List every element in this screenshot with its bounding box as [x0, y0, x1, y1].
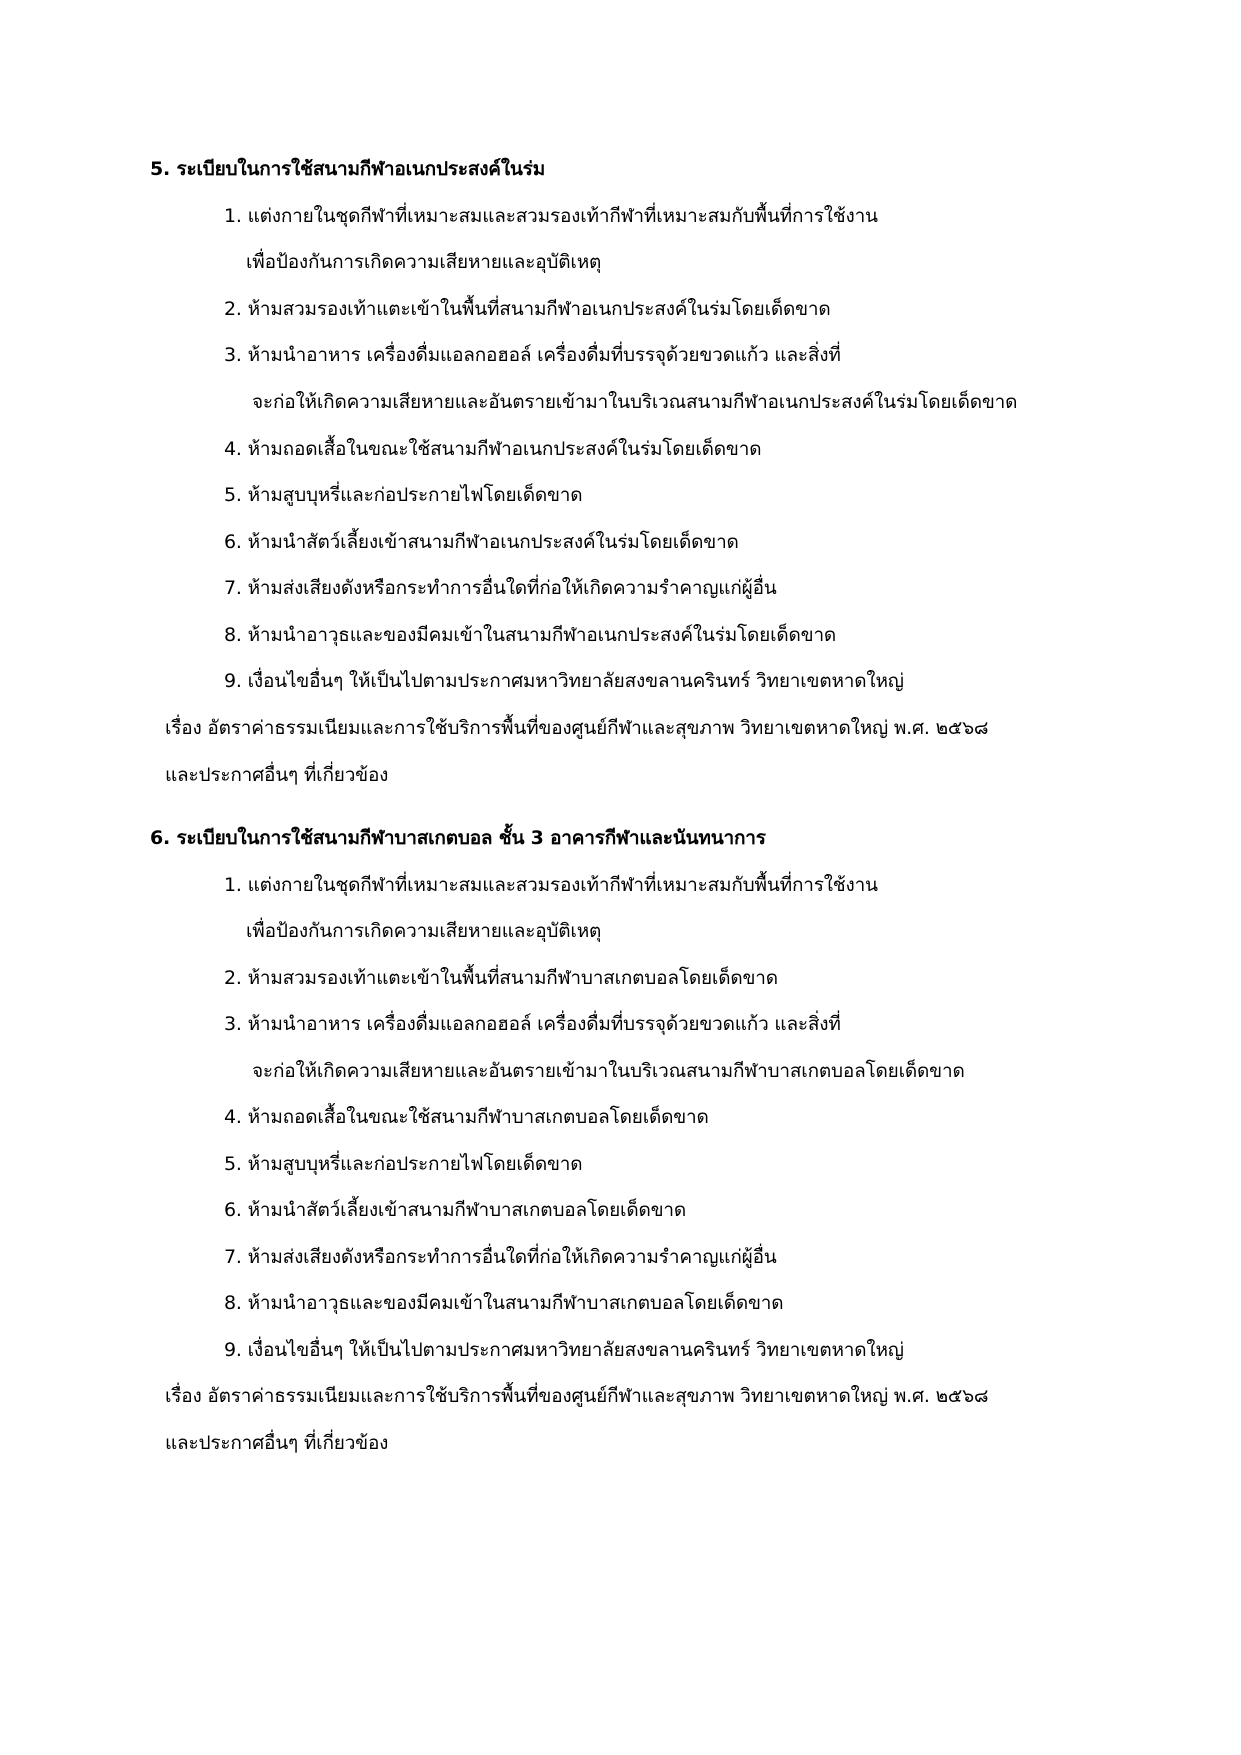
section-5-rule-9: 9. เงื่อนไขอื่นๆ ให้เป็นไปตามประกาศมหาวิทยาลัยสงขลานครินทร์ วิทยาเขตหาดใหญ่ [224, 670, 904, 692]
section-5-rule-1-continuation: เพื่อป้องกันการเกิดความเสียหายและอุบัติเหตุ [246, 251, 602, 273]
section-6-rule-9-continuation: เรื่อง อัตราค่าธรรมเนียมและการใช้บริการพื้นที่ของศูนย์กีฬาและสุขภาพ วิทยาเขตหาดใหญ่ พ.ศ. ๒๕๖๘ [165, 1385, 989, 1407]
section-6-rule-7: 7. ห้ามส่งเสียงดังหรือกระทำการอื่นใดที่ก่อให้เกิดความรำคาญแก่ผู้อื่น [224, 1246, 777, 1268]
section-5-rule-8: 8. ห้ามนำอาวุธและของมีคมเข้าในสนามกีฬาอเนกประสงค์ในร่มโดยเด็ดขาด [224, 624, 837, 646]
section-6-rule-1-continuation: เพื่อป้องกันการเกิดความเสียหายและอุบัติเหตุ [246, 920, 602, 942]
section-5-rule-4: 4. ห้ามถอดเสื้อในขณะใช้สนามกีฬาอเนกประสงค์ในร่มโดยเด็ดขาด [224, 438, 762, 460]
section-5-heading: 5. ระเบียบในการใช้สนามกีฬาอเนกประสงค์ในร่ม [150, 158, 546, 180]
section-5-rule-3: 3. ห้ามนำอาหาร เครื่องดื่มแอลกอฮอล์ เครื่องดื่มที่บรรจุด้วยขวดแก้ว และสิ่งที่ [224, 344, 841, 366]
section-6-rule-3-continuation: จะก่อให้เกิดความเสียหายและอันตรายเข้ามาในบริเวณสนามกีฬาบาสเกตบอลโดยเด็ดขาด [252, 1060, 965, 1082]
section-5-rule-6: 6. ห้ามนำสัตว์เลี้ยงเข้าสนามกีฬาอเนกประสงค์ในร่มโดยเด็ดขาด [224, 531, 739, 553]
section-5-rule-7: 7. ห้ามส่งเสียงดังหรือกระทำการอื่นใดที่ก่อให้เกิดความรำคาญแก่ผู้อื่น [224, 577, 777, 599]
section-6-rule-9: 9. เงื่อนไขอื่นๆ ให้เป็นไปตามประกาศมหาวิทยาลัยสงขลานครินทร์ วิทยาเขตหาดใหญ่ [224, 1339, 904, 1361]
section-6-rule-2: 2. ห้ามสวมรองเท้าแตะเข้าในพื้นที่สนามกีฬาบาสเกตบอลโดยเด็ดขาด [224, 967, 778, 989]
section-6-rule-5: 5. ห้ามสูบบุหรี่และก่อประกายไฟโดยเด็ดขาด [224, 1153, 583, 1175]
section-6-heading: 6. ระเบียบในการใช้สนามกีฬาบาสเกตบอล ชั้น 3 อาคารกีฬาและนันทนาการ [150, 827, 766, 849]
section-6-rule-6: 6. ห้ามนำสัตว์เลี้ยงเข้าสนามกีฬาบาสเกตบอลโดยเด็ดขาด [224, 1199, 687, 1221]
section-5-rule-1: 1. แต่งกายในชุดกีฬาที่เหมาะสมและสวมรองเท้ากีฬาที่เหมาะสมกับพื้นที่การใช้งาน [224, 205, 878, 227]
section-6-rule-8: 8. ห้ามนำอาวุธและของมีคมเข้าในสนามกีฬาบาสเกตบอลโดยเด็ดขาด [224, 1292, 784, 1314]
section-5-rule-9-continuation-2: และประกาศอื่นๆ ที่เกี่ยวข้อง [165, 764, 389, 786]
section-6-rule-3: 3. ห้ามนำอาหาร เครื่องดื่มแอลกอฮอล์ เครื่องดื่มที่บรรจุด้วยขวดแก้ว และสิ่งที่ [224, 1013, 841, 1035]
section-5-rule-5: 5. ห้ามสูบบุหรี่และก่อประกายไฟโดยเด็ดขาด [224, 484, 583, 506]
section-5-rule-2: 2. ห้ามสวมรองเท้าแตะเข้าในพื้นที่สนามกีฬาอเนกประสงค์ในร่มโดยเด็ดขาด [224, 298, 831, 320]
section-5-rule-3-continuation: จะก่อให้เกิดความเสียหายและอันตรายเข้ามาในบริเวณสนามกีฬาอเนกประสงค์ในร่มโดยเด็ดขาด [252, 391, 1018, 413]
section-6-rule-4: 4. ห้ามถอดเสื้อในขณะใช้สนามกีฬาบาสเกตบอลโดยเด็ดขาด [224, 1106, 709, 1128]
section-6-rule-1: 1. แต่งกายในชุดกีฬาที่เหมาะสมและสวมรองเท้ากีฬาที่เหมาะสมกับพื้นที่การใช้งาน [224, 874, 878, 896]
section-6-rule-9-continuation-2: และประกาศอื่นๆ ที่เกี่ยวข้อง [165, 1432, 389, 1454]
section-5-rule-9-continuation: เรื่อง อัตราค่าธรรมเนียมและการใช้บริการพื้นที่ของศูนย์กีฬาและสุขภาพ วิทยาเขตหาดใหญ่ พ.ศ. ๒๕๖๘ [165, 717, 989, 739]
